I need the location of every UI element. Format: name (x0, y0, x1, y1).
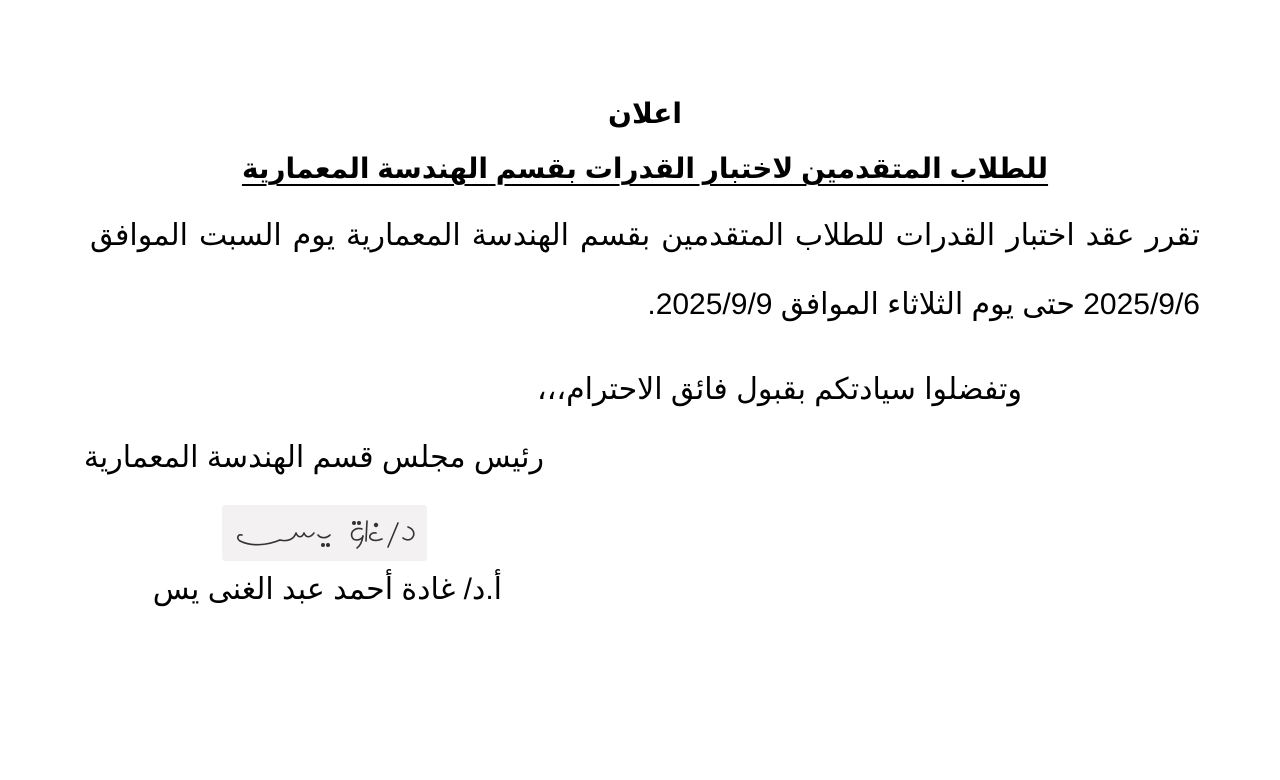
body-paragraph-line-2: 2025/9/6 حتى يوم الثلاثاء الموافق 2025/9/9. (647, 288, 1200, 321)
body-paragraph-line-1: تقرر عقد اختبار القدرات للطلاب المتقدمين بقسم الهندسة المعمارية يوم السبت الموافق (90, 219, 1200, 252)
announcement-subtitle-text: للطلاب المتقدمين لاختبار القدرات بقسم الهندسة المعمارية (241, 153, 1049, 184)
signature-scribble (222, 505, 427, 561)
announcement-subtitle (0, 152, 1280, 185)
handwritten-signature (222, 505, 427, 561)
signatory-name: أ.د/ غادة أحمد عبد الغنى يس (152, 573, 502, 606)
signatory-title: رئيس مجلس قسم الهندسة المعمارية (83, 441, 544, 474)
announcement-title: اعلان (608, 98, 682, 129)
closing-salutation: وتفضلوا سيادتكم بقبول فائق الاحترام،،، (537, 373, 1022, 406)
